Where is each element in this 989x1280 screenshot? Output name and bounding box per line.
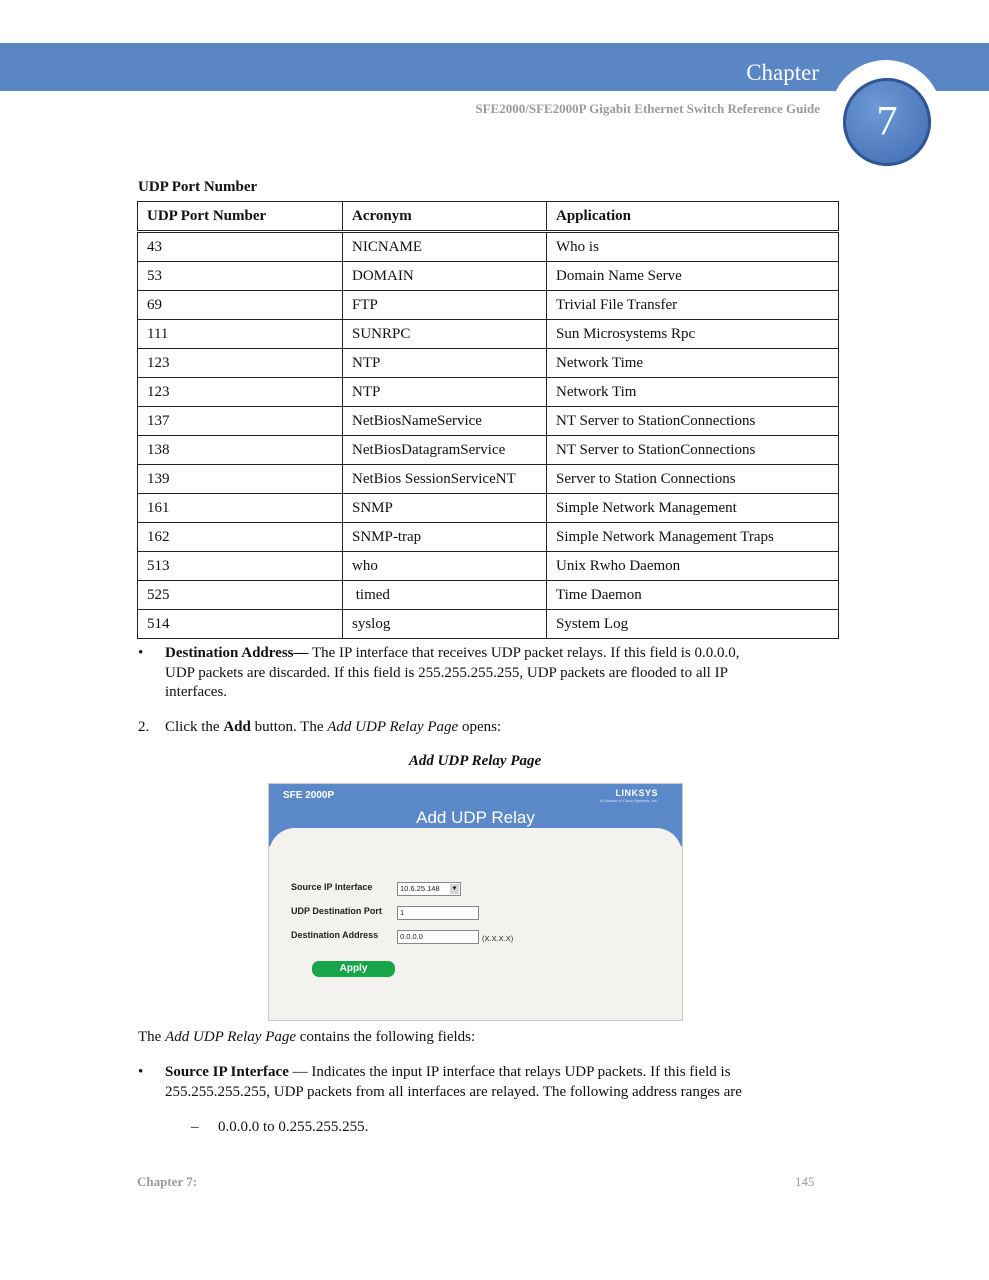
table-row <box>138 465 839 494</box>
linksys-logo: LINKSYS <box>615 788 658 798</box>
table-cell: System Log <box>547 610 839 639</box>
table-cell: SUNRPC <box>343 320 547 349</box>
table-cell: NTP <box>343 349 547 378</box>
screenshot-title: Add UDP Relay <box>416 808 535 827</box>
chapter-word: Chapter <box>746 60 819 85</box>
step-number: 2. <box>138 719 150 735</box>
table-cell: timed <box>343 581 547 610</box>
table-cell: Network Tim <box>547 378 839 407</box>
table-row <box>138 262 839 291</box>
udp-destination-port-label: UDP Destination Port <box>291 906 382 916</box>
table-cell: Domain Name Serve <box>547 262 839 291</box>
bullet-marker: • <box>138 1064 144 1080</box>
table-row <box>138 494 839 523</box>
destination-address-input[interactable]: 0.0.0.0 <box>397 930 479 944</box>
fields-intro: The Add UDP Relay Page contains the following fields: <box>138 1029 476 1045</box>
table-cell: 514 <box>138 610 343 639</box>
destination-address-description: Destination Address— The IP interface that receives UDP packet relays. If this field is 0.0.0.0, UDP packets are discarded. If this field is 255.255.255.255, UDP packets are flooded to all IP interfaces. <box>165 645 740 700</box>
table-row <box>138 523 839 552</box>
address-range-item: 0.0.0.0 to 0.255.255.255. <box>218 1119 369 1135</box>
table-title: UDP Port Number <box>138 179 258 195</box>
table-header-row <box>138 202 839 232</box>
table-cell: NICNAME <box>343 232 547 262</box>
step-2-text: Click the Add button. The Add UDP Relay Page opens: <box>165 719 502 735</box>
footer-chapter: Chapter 7: <box>137 1174 198 1189</box>
table-cell: Trivial File Transfer <box>547 291 839 320</box>
table-row <box>138 552 839 581</box>
table-cell: 161 <box>138 494 343 523</box>
table-cell: 139 <box>138 465 343 494</box>
table-cell: Simple Network Management Traps <box>547 523 839 552</box>
udp-port-table <box>137 201 839 639</box>
guide-title: SFE2000/SFE2000P Gigabit Ethernet Switch Reference Guide <box>475 101 820 116</box>
table-cell: 69 <box>138 291 343 320</box>
figure-caption: Add UDP Relay Page <box>408 753 542 769</box>
chapter-number-badge: 7 <box>843 78 931 166</box>
table-cell: who <box>343 552 547 581</box>
table-cell: 525 <box>138 581 343 610</box>
column-header: Application <box>547 202 839 232</box>
table-row <box>138 581 839 610</box>
udp-destination-port-input[interactable]: 1 <box>397 906 479 920</box>
table-cell: Sun Microsystems Rpc <box>547 320 839 349</box>
source-ip-label: Source IP Interface <box>291 882 373 892</box>
table-cell: NT Server to StationConnections <box>547 407 839 436</box>
table-cell: 137 <box>138 407 343 436</box>
destination-address-label: Destination Address <box>291 930 379 940</box>
table-row <box>138 291 839 320</box>
table-cell: syslog <box>343 610 547 639</box>
address-format-hint: (X.X.X.X) <box>482 934 514 943</box>
table-row <box>138 436 839 465</box>
page-number: 145 <box>795 1174 815 1189</box>
table-cell: Server to Station Connections <box>547 465 839 494</box>
table-cell: 138 <box>138 436 343 465</box>
table-cell: NT Server to StationConnections <box>547 436 839 465</box>
table-row <box>138 320 839 349</box>
dash-marker: – <box>191 1119 199 1135</box>
table-row <box>138 610 839 639</box>
table-cell: Network Time <box>547 349 839 378</box>
table-cell: Unix Rwho Daemon <box>547 552 839 581</box>
table-cell: 111 <box>138 320 343 349</box>
table-cell: 123 <box>138 378 343 407</box>
term-destination-address: Destination Address— <box>165 645 309 661</box>
table-cell: NetBiosNameService <box>343 407 547 436</box>
screenshot-content-area <box>269 828 682 908</box>
table-cell: NetBios SessionServiceNT <box>343 465 547 494</box>
table-cell: NTP <box>343 378 547 407</box>
table-cell: NetBiosDatagramService <box>343 436 547 465</box>
device-model: SFE 2000P <box>283 790 335 801</box>
table-cell: SNMP <box>343 494 547 523</box>
table-cell: Who is <box>547 232 839 262</box>
table-cell: Simple Network Management <box>547 494 839 523</box>
table-cell: Time Daemon <box>547 581 839 610</box>
table-cell: 162 <box>138 523 343 552</box>
apply-button[interactable]: Apply <box>312 961 395 977</box>
add-udp-relay-screenshot <box>268 783 683 1021</box>
source-ip-interface-description: Source IP Interface — Indicates the input IP interface that relays UDP packets. If this field is 255.255.255.255, UDP packets from all interfaces are relayed. The following address ranges are <box>165 1064 742 1100</box>
bullet-marker: • <box>138 645 144 661</box>
table-row <box>138 407 839 436</box>
table-row <box>138 378 839 407</box>
table-cell: 513 <box>138 552 343 581</box>
chevron-down-icon[interactable]: ▼ <box>451 886 458 892</box>
column-header: UDP Port Number <box>138 202 343 232</box>
table-cell: DOMAIN <box>343 262 547 291</box>
table-cell: FTP <box>343 291 547 320</box>
table-row <box>138 349 839 378</box>
table-row <box>138 232 839 262</box>
source-ip-select[interactable]: 10.6.25.148 ▼ <box>397 882 461 896</box>
linksys-logo-tagline: A Division of Cisco Systems, Inc. <box>599 798 658 803</box>
term-source-ip-interface: Source IP Interface <box>165 1064 289 1080</box>
table-cell: SNMP-trap <box>343 523 547 552</box>
table-cell: 43 <box>138 232 343 262</box>
table-cell: 53 <box>138 262 343 291</box>
table-cell: 123 <box>138 349 343 378</box>
column-header: Acronym <box>343 202 547 232</box>
